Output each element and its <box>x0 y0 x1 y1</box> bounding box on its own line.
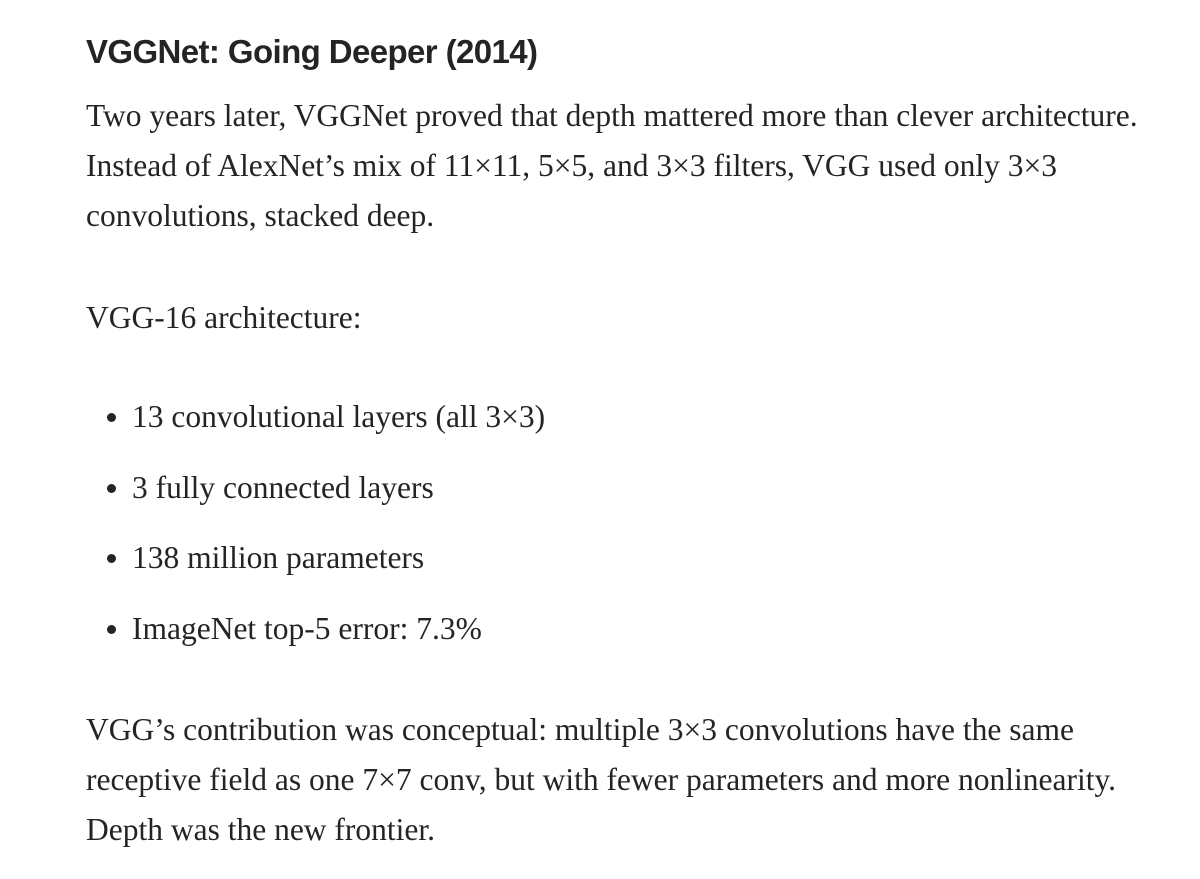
section-heading: VGGNet: Going Deeper (2014) <box>86 33 538 70</box>
intro-paragraph: Two years later, VGGNet proved that depth mattered more than clever architecture. Instead of AlexNet’s mix of 11×11, 5×5, and 3×3 filters, VGG used only 3×3 convolutions, stacked deep. <box>86 98 1138 233</box>
bullet-dot-icon <box>107 625 116 634</box>
list-label: VGG-16 architecture: <box>86 300 362 335</box>
bullet-dot-icon <box>107 554 116 563</box>
list-item-text: 3 fully connected layers <box>132 470 434 505</box>
conclusion-paragraph: VGG’s contribution was conceptual: multiple 3×3 convolutions have the same receptive field as one 7×7 conv, but with fewer parameters and more nonlinearity. Depth was the new frontier. <box>86 712 1117 847</box>
bullet-dot-icon <box>107 484 116 493</box>
list-item-text: 138 million parameters <box>132 540 425 575</box>
list-item-text: 13 convolutional layers (all 3×3) <box>132 399 546 434</box>
bullet-dot-icon <box>107 413 116 422</box>
list-item-text: ImageNet top-5 error: 7.3% <box>132 611 482 646</box>
